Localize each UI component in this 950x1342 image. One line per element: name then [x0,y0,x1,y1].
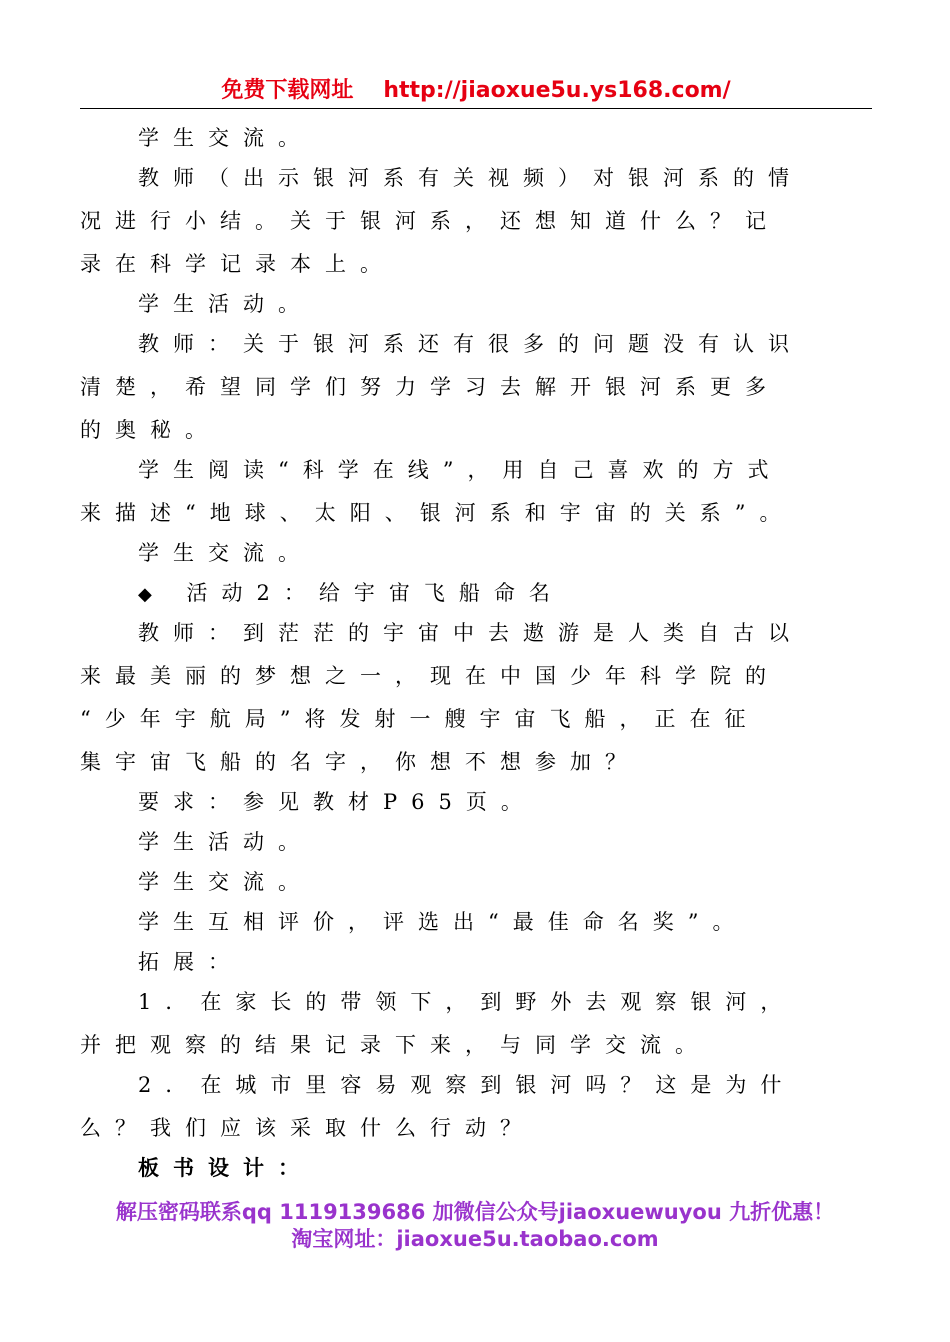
paragraph-line: 的奥秘。 [80,418,220,442]
header-title: 免费下载网址 [221,78,354,103]
paragraph-line: 学生交流。 [138,126,313,150]
paragraph-line: 教师：到茫茫的宇宙中去遨游是人类自古以 [138,621,803,645]
paragraph-line: 2．在城市里容易观察到银河吗？这是为什 [138,1073,796,1097]
paragraph-line: 清楚，希望同学们努力学习去解开银河系更多 [80,375,780,399]
paragraph-line: 拓展： [138,950,243,974]
header-url[interactable]: http://jiaoxue5u.ys168.com/ [383,78,731,103]
activity-title: 活动2：给宇宙飞船命名 [186,581,564,605]
paragraph-line: 学生阅读“科学在线”，用自己喜欢的方式 [138,458,783,482]
paragraph-line: 来描述“地球、太阳、银河系和宇宙的关系”。 [80,501,795,525]
activity-heading [138,580,564,608]
paragraph-line: 要求：参见教材P65页。 [138,790,536,814]
paragraph-line: 学生活动。 [138,292,313,316]
paragraph-line: 来最美丽的梦想之一，现在中国少年科学院的 [80,664,780,688]
paragraph-line: 么？我们应该采取什么行动？ [80,1116,535,1140]
paragraph-line: 教师（出示银河系有关视频）对银河系的情 [138,166,803,190]
paragraph-line: 录在科学记录本上。 [80,252,395,276]
footer-shop-link[interactable]: 淘宝网址：jiaoxue5u.taobao.com [291,1227,659,1251]
footer-contact: 解压密码联系qq 1119139686 加微信公众号jiaoxuewuyou 九折优惠！ [115,1200,835,1224]
paragraph-line: 学生交流。 [138,541,313,565]
paragraph-line: 教师：关于银河系还有很多的问题没有认识 [138,332,803,356]
paragraph-line: “少年宇航局”将发射一艘宇宙飞船，正在征 [80,707,760,731]
paragraph-line: 况进行小结。关于银河系，还想知道什么？记 [80,209,780,233]
header-divider [80,108,872,109]
diamond-bullet-icon: ◆ [138,584,166,605]
board-design-heading: 板书设计： [138,1155,313,1180]
paragraph-line: 1．在家长的带领下，到野外去观察银河， [138,990,796,1014]
paragraph-line: 并把观察的结果记录下来，与同学交流。 [80,1033,710,1057]
download-header [80,76,872,106]
paragraph-line: 学生活动。 [138,830,313,854]
paragraph-line: 学生互相评价，评选出“最佳命名奖”。 [138,910,748,934]
paragraph-line: 学生交流。 [138,870,313,894]
paragraph-line: 集宇宙飞船的名字，你想不想参加？ [80,750,640,774]
